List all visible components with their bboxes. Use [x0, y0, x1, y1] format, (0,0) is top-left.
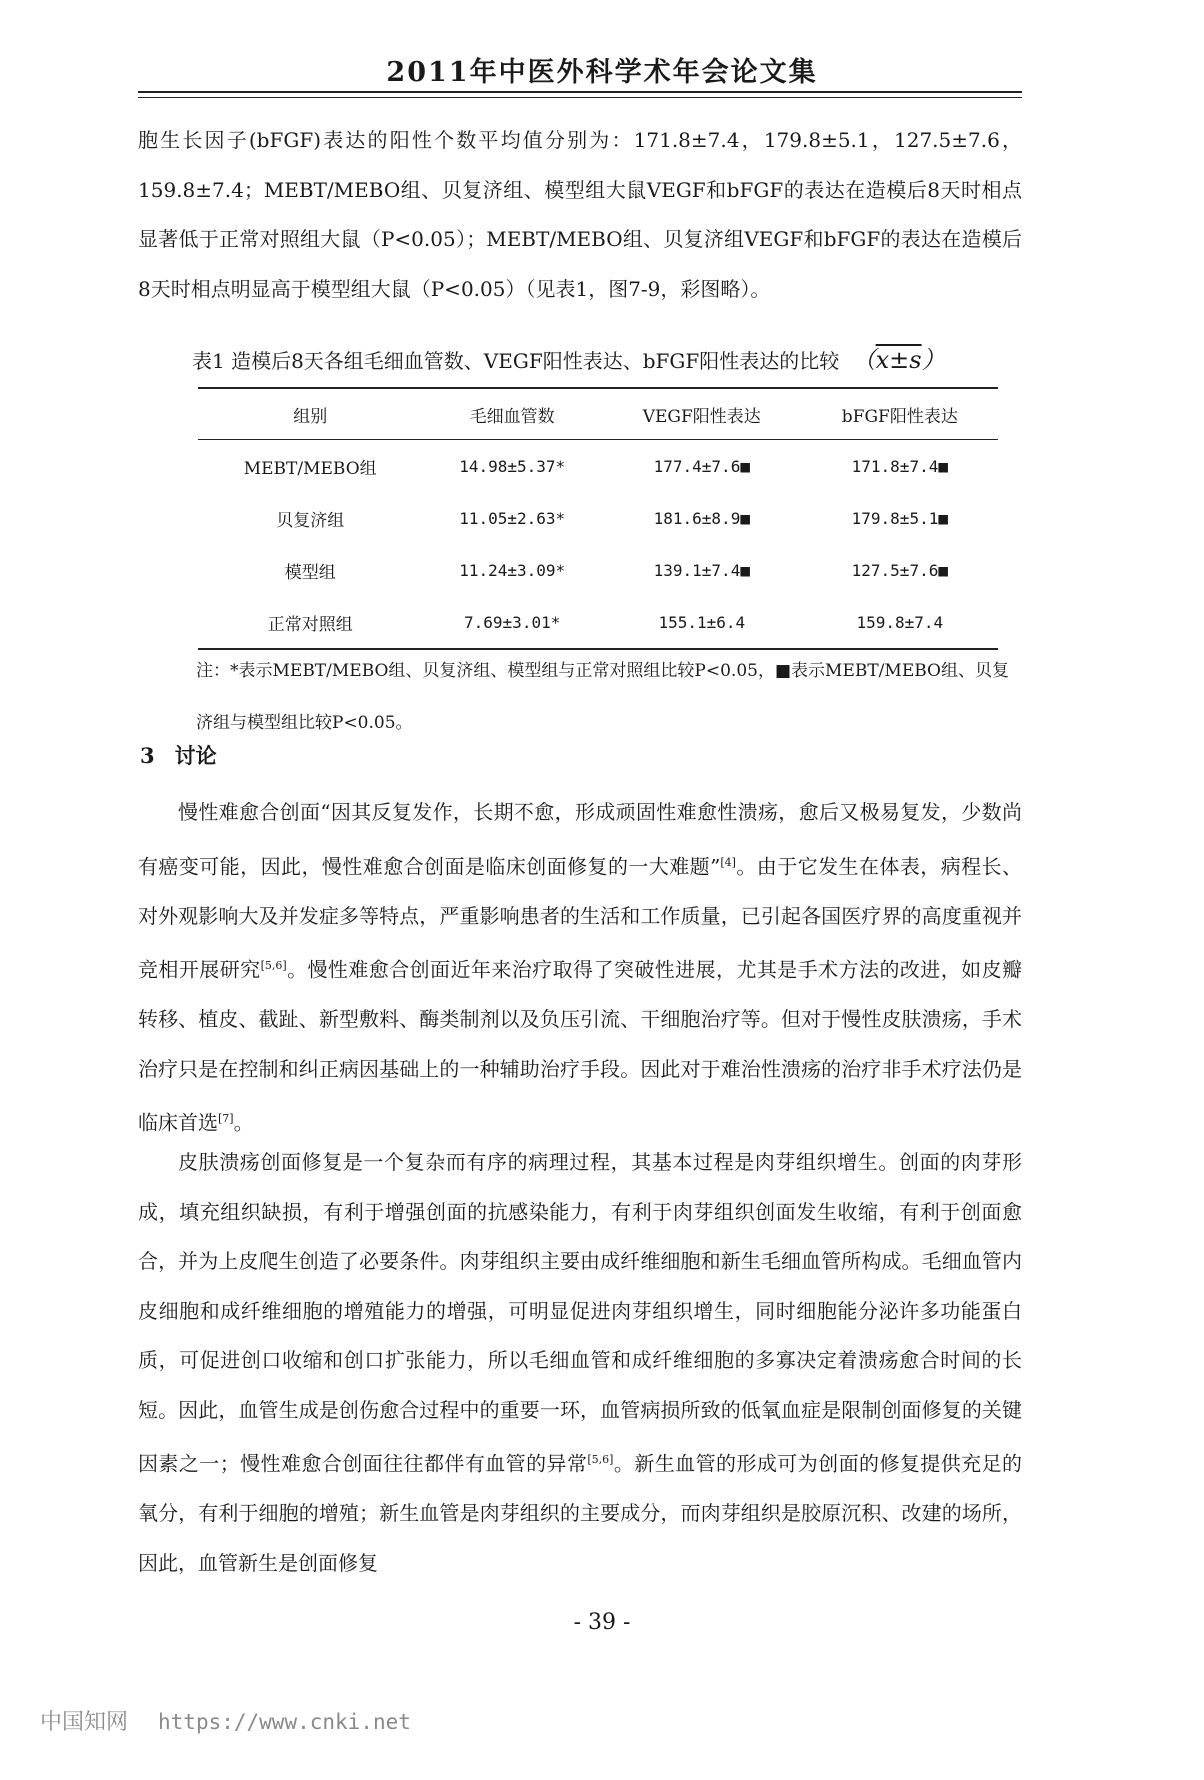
table-row [198, 440, 998, 493]
paragraph-text: 皮肤溃疡创面修复是一个复杂而有序的病理过程，其基本过程是肉芽组织增生。创面的肉芽形成，填充组织缺损，有利于增强创面的抗感染能力，有利于肉芽组织创面发生收缩，有利于创面愈合，并为上皮爬生创造了必要条件。肉芽组织主要由成纤维细胞和新生毛细血管所构成。毛细血管内皮细胞和成纤维细胞的增殖能力的增强，可明显促进肉芽组织增生，同时细胞能分泌许多功能蛋白质，可促进创口收缩和创口扩张能力，所以毛细血管和成纤维细胞的多寡决定着溃疡愈合时间的长短。因此，血管生成是创伤愈合过程中的重要一环，血管病损所致的低氧血症是限制创面修复的关键因素之一；慢性难愈合创面往往都伴有血管的异常 [138, 1150, 1022, 1476]
table-note [196, 645, 1016, 749]
table-note-line: 注：*表示MEBT/MEBO组、贝复济组、模型组与正常对照组比较P<0.05，■表示MEBT/MEBO组、贝复 [196, 661, 1009, 681]
table-header-cell: bFGF阳性表达 [802, 388, 998, 440]
intro-paragraph-block [138, 116, 1022, 314]
citation: [5,6] [260, 959, 287, 973]
page-number: - 39 - [573, 1610, 631, 1635]
table-row [198, 544, 998, 596]
table-note-line: 济组与模型组比较P<0.05。 [196, 713, 413, 733]
table-cell-value: 171.8±7.4■ [851, 456, 948, 476]
footer-brand: 中国知网 [40, 1710, 129, 1735]
table-cell-value: 14.98±5.37* [459, 456, 566, 476]
table-cell-value: 139.1±7.4■ [653, 560, 750, 580]
table-header-cell: 组别 [198, 388, 422, 440]
paragraph-text: 慢性难愈合创面“因其反复发作，长期不愈，形成顽固性难愈性溃疡，愈后又极易复发，少数尚有癌变可能，因此，慢性难愈合创面是临床创面修复的一大难题” [138, 800, 1022, 879]
section-heading [140, 740, 237, 770]
stat-symbol: x±s [875, 346, 922, 374]
discussion-block-1 [138, 788, 1022, 1148]
table-cell-value: 127.5±7.6■ [851, 560, 948, 580]
table-row [198, 492, 998, 544]
table-caption-text: 表1 造模后8天各组毛细血管数、VEGF阳性表达、bFGF阳性表达的比较 [192, 349, 840, 373]
section-title: 讨论 [174, 743, 217, 768]
table-row [198, 596, 998, 649]
table-header-cell: VEGF阳性表达 [602, 388, 802, 440]
table-header-row [198, 388, 998, 440]
comparison-table [198, 387, 998, 650]
table-cell-value: 7.69±3.01* [422, 596, 602, 649]
table-cell-value: 11.24±3.09* [459, 560, 566, 580]
header-rule-thin [138, 97, 1022, 98]
table-cell-value: 177.4±7.6■ [653, 456, 750, 476]
paragraph-text: 。 [233, 1110, 254, 1135]
citation: [4] [720, 855, 736, 869]
citation: [5,6] [587, 1453, 614, 1466]
table-cell-group: 模型组 [284, 562, 336, 583]
table-caption-stat: （x±s） [851, 346, 946, 374]
paragraph-text: 。由于它发生在体表，病程长、对外观影响大及并发症多等特点，严重影响患者的生活和工作质量，已引起各国医疗界的高度重视并竞相开展研究 [138, 854, 1022, 982]
footer-watermark [40, 1705, 411, 1736]
table-cell-value: 179.8±5.1■ [851, 508, 948, 528]
paragraph-text: 。新生血管的形成可为创面的修复提供充足的氧分，有利于细胞的增殖；新生血管是肉芽组织的主要成分，而肉芽组织是胶原沉积、改建的场所，因此，血管新生是创面修复 [138, 1451, 1023, 1575]
table-cell-group: MEBT/MEBO组 [243, 458, 377, 479]
intro-paragraph: 胞生长因子(bFGF)表达的阳性个数平均值分别为：171.8±7.4，179.8±5.1，127.5±7.6，159.8±7.4；MEBT/MEBO组、贝复济组、模型组大鼠VEGF和bFGF的表达在造模后8天时相点显著低于正常对照组大鼠（P<0.05）；MEBT/MEBO组、贝复济组VEGF和bFGF的表达在造模后8天时相点明显高于模型组大鼠（P<0.05）（见表1，图7-9，彩图略）。 [138, 128, 1022, 301]
table-cell-group: 贝复济组 [276, 510, 345, 531]
paragraph-text: 。慢性难愈合创面近年来治疗取得了突破性进展，尤其是手术方法的改进，如皮瓣转移、植皮、截趾、新型敷料、酶类制剂以及负压引流、干细胞治疗等。但对于慢性皮肤溃疡，手术治疗只是在控制和纠正病因基础上的一种辅助治疗手段。因此对于难治性溃疡的治疗非手术疗法仍是临床首选 [138, 957, 1023, 1135]
table-cell-value: 181.6±8.9■ [653, 508, 750, 528]
table-cell-value: 159.8±7.4 [802, 596, 998, 649]
table-header-cell: 毛细血管数 [422, 388, 602, 440]
table-cell-group: 正常对照组 [198, 596, 422, 649]
table-caption [192, 340, 946, 375]
section-number: 3 [140, 743, 155, 768]
footer-url: https://www.cnki.net [158, 1710, 411, 1734]
table-cell-value: 155.1±6.4 [602, 596, 802, 649]
discussion-paragraph-1 [138, 788, 1022, 1148]
citation: [7] [218, 1112, 234, 1126]
running-header-title: 2011年中医外科学术年会论文集 [386, 57, 818, 88]
discussion-paragraph-2 [138, 1138, 1022, 1588]
discussion-block-2 [138, 1138, 1022, 1588]
header-rule-thick [138, 91, 1022, 93]
table-cell-value: 11.05±2.63* [459, 508, 566, 528]
